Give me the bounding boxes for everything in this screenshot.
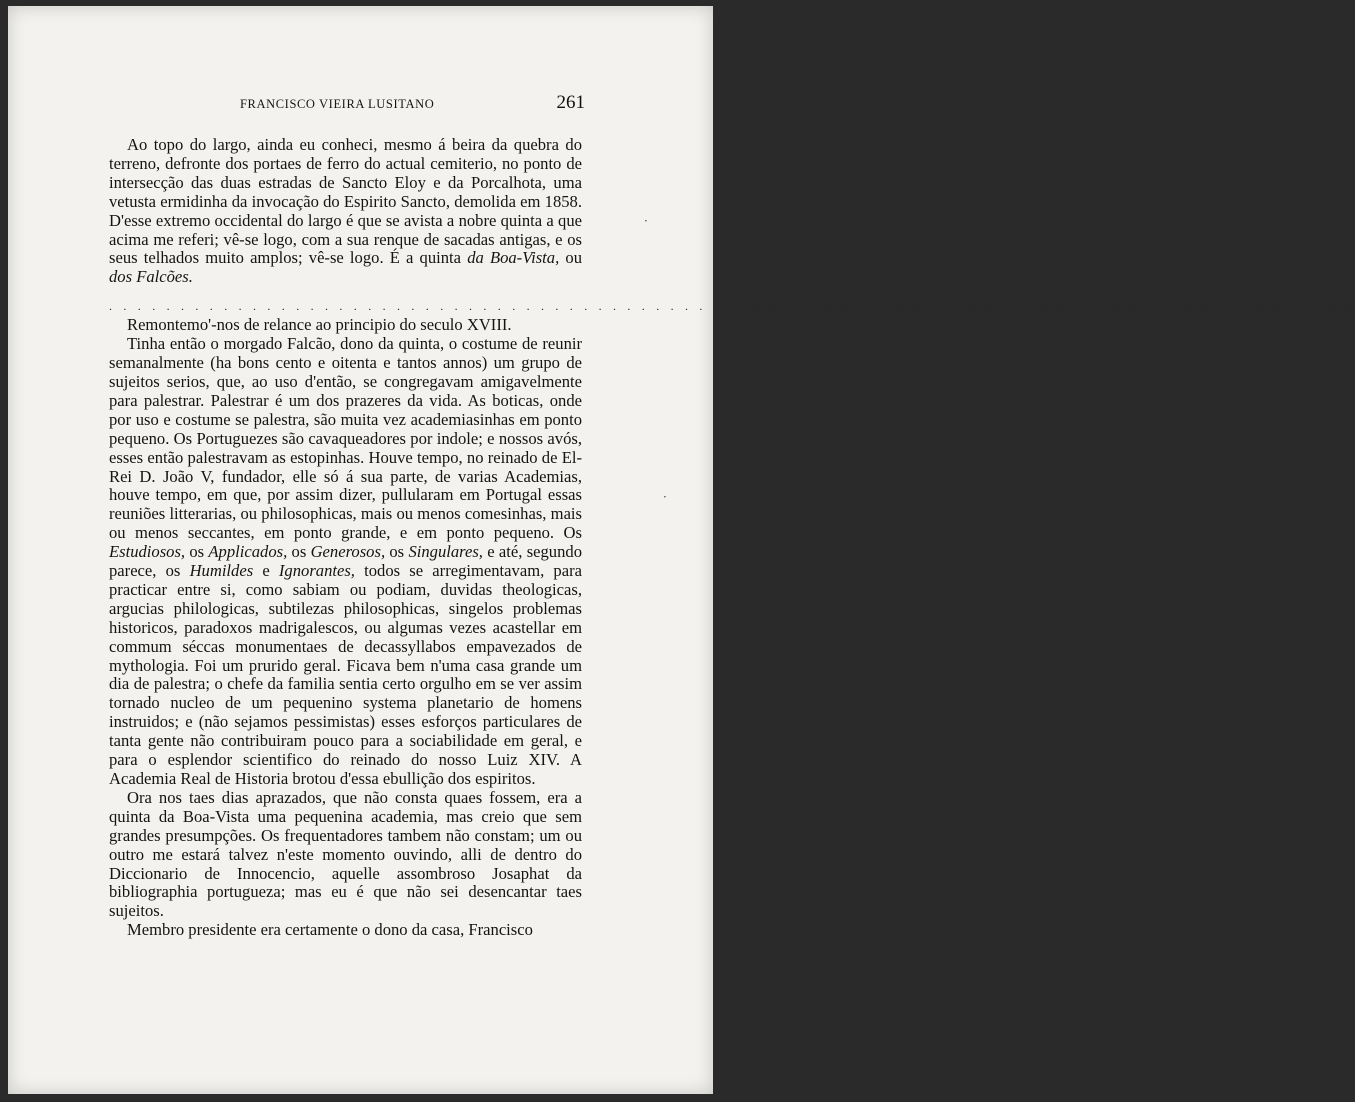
- separator-text: os: [385, 542, 409, 562]
- paragraph: Membro presidente era certamente o dono da casa, Francisco: [127, 920, 533, 940]
- paragraph: Ora nos taes dias aprazados, que não consta quaes fossem, era a quinta da Boa-Vista uma pequenina academia, mas creio que sem grandes presumpções. Os frequentadores tambem não constam; um ou outro me estará talvez n'este momento ouvindo, alli de dentro do Diccionario de Innocencio, aquelle assombroso Josaphat da bibliographia portugueza; mas eu é que não sei desencantar taes sujeitos.: [109, 787, 582, 921]
- section-separator: . . . . . . . . . . . . . . . . . . . . . . . . . . . . . . . . . . . . . . . . . . . . . . . . . . . . . . . . . . . . . . . . . . . . . . . . . . . . . . . . . . . . . . .: [109, 299, 1355, 314]
- academy-name: Estudiosos,: [109, 542, 186, 562]
- body-text: [109, 135, 1355, 940]
- paragraph-text: Tinha então o morgado Falcão, dono da quinta, o costume de reunir semanalmente (ha bons cento e oitenta e tantos annos) um grupo de sujeitos serios, que, ao uso d'então, se congregavam amigavelmente para palestrar. Palestrar é um dos prazeres da vida. As boticas, onde por uso e costume se palestra, são muita vez academiasinhas em ponto pequeno. Os Portuguezes são cavaqueadores por indole; e nossos avós, esses então palestravam as estopinhas. Houve tempo, no reinado de El-Rei D. João V, fundador, elle só á sua parte, de varias Academias, houve tempo, em que, por assim dizer, pullularam em Portugal essas reuniões litterarias, ou philosophicas, mais ou menos comesinhas, mais ou menos seccantes, em ponto grande, e em ponto pequeno. Os: [109, 334, 582, 543]
- page-number: 261: [556, 92, 585, 113]
- spacer: [109, 287, 582, 297]
- separator-text: e: [253, 561, 279, 581]
- scan-speck: ·: [644, 214, 648, 228]
- paragraph-text: Ao topo do largo, ainda eu conheci, mesmo á beira da quebra do terreno, defronte dos portaes de ferro do actual cemiterio, no ponto de intersecção das duas estradas de Sancto Eloy e da Porcalhota, uma vetusta ermidinha da invocação do Espirito Sancto, demolida em 1858. D'esse extremo occidental do largo é que se avista a nobre quinta a que acima me referi; vê-se logo, com a sua renque de sacadas antigas, e os seus telhados muito amplos; vê-se logo. É a quinta: [109, 135, 582, 268]
- academy-name: Generosos,: [310, 542, 386, 562]
- paragraph-text: e até, segundo parece, os: [109, 542, 582, 581]
- paragraph-text: todos se arregimentavam, para practicar entre si, como sabiam ou podiam, duvidas theologicas, argucias philologicas, subtilezas philosophicas, singelos problemas historicos, paradoxos madrigalescos, ou algumas vezes acastellar em commum séccas monumentaes de decassyllabos empavezados de mythologia. Foi um prurido geral. Ficava bem n'uma casa grande um dia de palestra; o chefe da familia sentia certo orgulho em se ver assim tornado nucleo de um pequenino systema planetario de homens instruidos; e (não sejamos pessimistas) esses esforços particulares de tanta gente não contribuiram pouco para a sociabilidade em geral, e para o esplendor scientifico do reinado do nosso Luiz XIV. A Academia Real de Historia brotou d'essa ebullição dos espiritos.: [109, 561, 582, 788]
- book-page: [8, 6, 1355, 1094]
- running-head: FRANCISCO VIEIRA LUSITANO: [240, 97, 435, 111]
- paragraph: [109, 136, 582, 287]
- separator-text: os: [185, 542, 209, 562]
- academy-name: Singulares,: [408, 542, 483, 562]
- place-name: dos Falcões.: [109, 267, 193, 287]
- conjunction: ou: [559, 248, 583, 268]
- separator-text: os: [287, 542, 311, 562]
- academy-name: Applicados,: [208, 542, 288, 562]
- academy-name: Ignorantes,: [278, 561, 355, 581]
- page-header: [240, 94, 585, 116]
- academy-name: Humildes: [189, 561, 254, 581]
- paragraph: [109, 335, 582, 789]
- paragraph: Remontemo'-nos de relance ao principio do seculo XVIII.: [127, 315, 512, 335]
- place-name: da Boa-Vista,: [467, 248, 560, 268]
- scan-speck: ·: [663, 490, 667, 504]
